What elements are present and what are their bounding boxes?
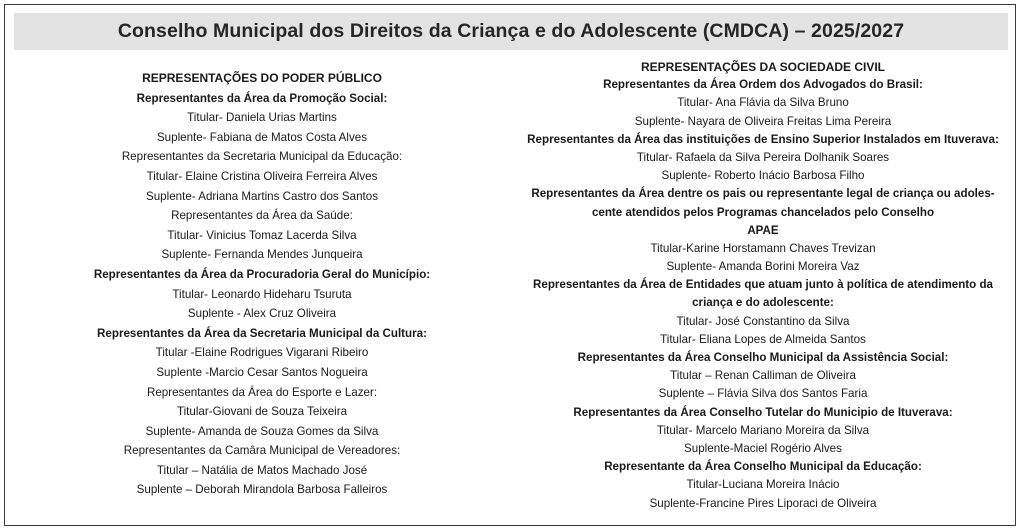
area-heading: Representantes da Área da Promoção Social: [136, 91, 388, 105]
member-line: Representantes da Camâra Municipal de Vereadores: [123, 444, 401, 458]
area-heading: Representantes da Área Conselho Municipal da Assistência Social: [577, 351, 949, 364]
member-line: Titular – Renan Calliman de Oliveira [670, 369, 856, 383]
area-heading: Representantes da Área dentre os pais ou representante legal de criança ou adoles- [531, 187, 995, 201]
sociedade-civil-column [508, 58, 1018, 513]
page-title: Conselho Municipal dos Direitos da Criança e do Adolescente (CMDCA) – 2025/2027 [117, 20, 905, 42]
member-line: Suplente-Francine Pires Liporaci de Oliveira [649, 496, 877, 510]
member-line: Titular- José Constantino da Silva [676, 314, 850, 328]
member-line: Suplente- Adriana Martins Castro dos Santos [146, 189, 378, 203]
member-line: Suplente- Fernanda Mendes Junqueira [161, 248, 363, 262]
member-line: Titular – Natália de Matos Machado José [156, 463, 368, 477]
section-heading: REPRESENTAÇÕES DA SOCIEDADE CIVIL [640, 60, 886, 74]
member-line: Titular- Rafaela da Silva Pereira Dolhanik Soares [636, 150, 890, 164]
member-line: Titular- Marcelo Mariano Moreira da Silva [656, 423, 870, 437]
member-line: Suplente – Deborah Mirandola Barbosa Falleiros [136, 483, 388, 497]
area-heading: cente atendidos pelos Programas chancelados pelo Conselho [591, 205, 935, 219]
member-line: Titular-Luciana Moreira Inácio [686, 478, 840, 492]
area-heading: Representante da Área Conselho Municipal da Educação: [604, 460, 922, 474]
member-line: Representantes da Secretaria Municipal da Educação: [121, 150, 403, 164]
area-heading: Representantes da Área das instituições de Ensino Superior Instalados em Ituverava: [527, 132, 999, 146]
member-line: Suplente -Marcio Cesar Santos Nogueira [156, 365, 368, 379]
area-heading: APAE [747, 223, 779, 237]
member-line: Suplente-Maciel Rogério Alves [684, 441, 842, 455]
member-line: Representantes da Área do Esporte e Lazer: [146, 385, 378, 399]
member-line: Titular-Karine Horstamann Chaves Trevizan [650, 241, 876, 255]
poder-publico-column [62, 69, 462, 500]
member-line: Titular- Vinicius Tomaz Lacerda Silva [167, 228, 357, 242]
member-line: Titular-Giovani de Souza Teixeira [176, 405, 348, 419]
member-line: Titular -Elaine Rodrigues Vigarani Ribeiro [155, 346, 369, 360]
title-banner [14, 13, 1008, 50]
area-heading: Representantes da Área Conselho Tutelar do Municipio de Ituverava: [573, 405, 953, 419]
member-line: Titular- Ana Flávia da Silva Bruno [677, 96, 849, 110]
member-line: Suplente- Amanda de Souza Gomes da Silva [145, 424, 379, 438]
member-line: Titular- Leonardo Hideharu Tsuruta [172, 287, 352, 301]
member-line: Titular- Eliana Lopes de Almeida Santos [660, 332, 866, 346]
member-line: Suplente - Alex Cruz Oliveira [187, 307, 337, 321]
member-line: Suplente- Fabiana de Matos Costa Alves [156, 130, 368, 144]
member-line: Representantes da Área da Saúde: [171, 209, 353, 223]
area-heading: Representantes da Área da Procuradoria Geral do Município: [93, 267, 431, 281]
area-heading: criança e do adolescente: [692, 296, 834, 310]
area-heading: Representantes da Área de Entidades que atuam junto à política de atendimento da [533, 278, 993, 292]
area-heading: Representantes da Área da Secretaria Municipal da Cultura: [97, 326, 427, 340]
member-line: Titular- Daniela Urias Martins [187, 111, 337, 125]
member-line: Suplente- Nayara de Oliveira Freitas Lima Pereira [634, 114, 892, 128]
member-line: Titular- Elaine Cristina Oliveira Ferreira Alves [146, 169, 378, 183]
member-line: Suplente- Roberto Inácio Barbosa Filho [661, 169, 865, 183]
member-line: Suplente- Amanda Borini Moreira Vaz [666, 260, 860, 274]
area-heading: Representantes da Área Ordem dos Advogados do Brasil: [603, 78, 923, 92]
section-heading: REPRESENTAÇÕES DO PODER PÚBLICO [142, 71, 382, 85]
member-line: Suplente – Flávia Silva dos Santos Faria [658, 387, 868, 401]
